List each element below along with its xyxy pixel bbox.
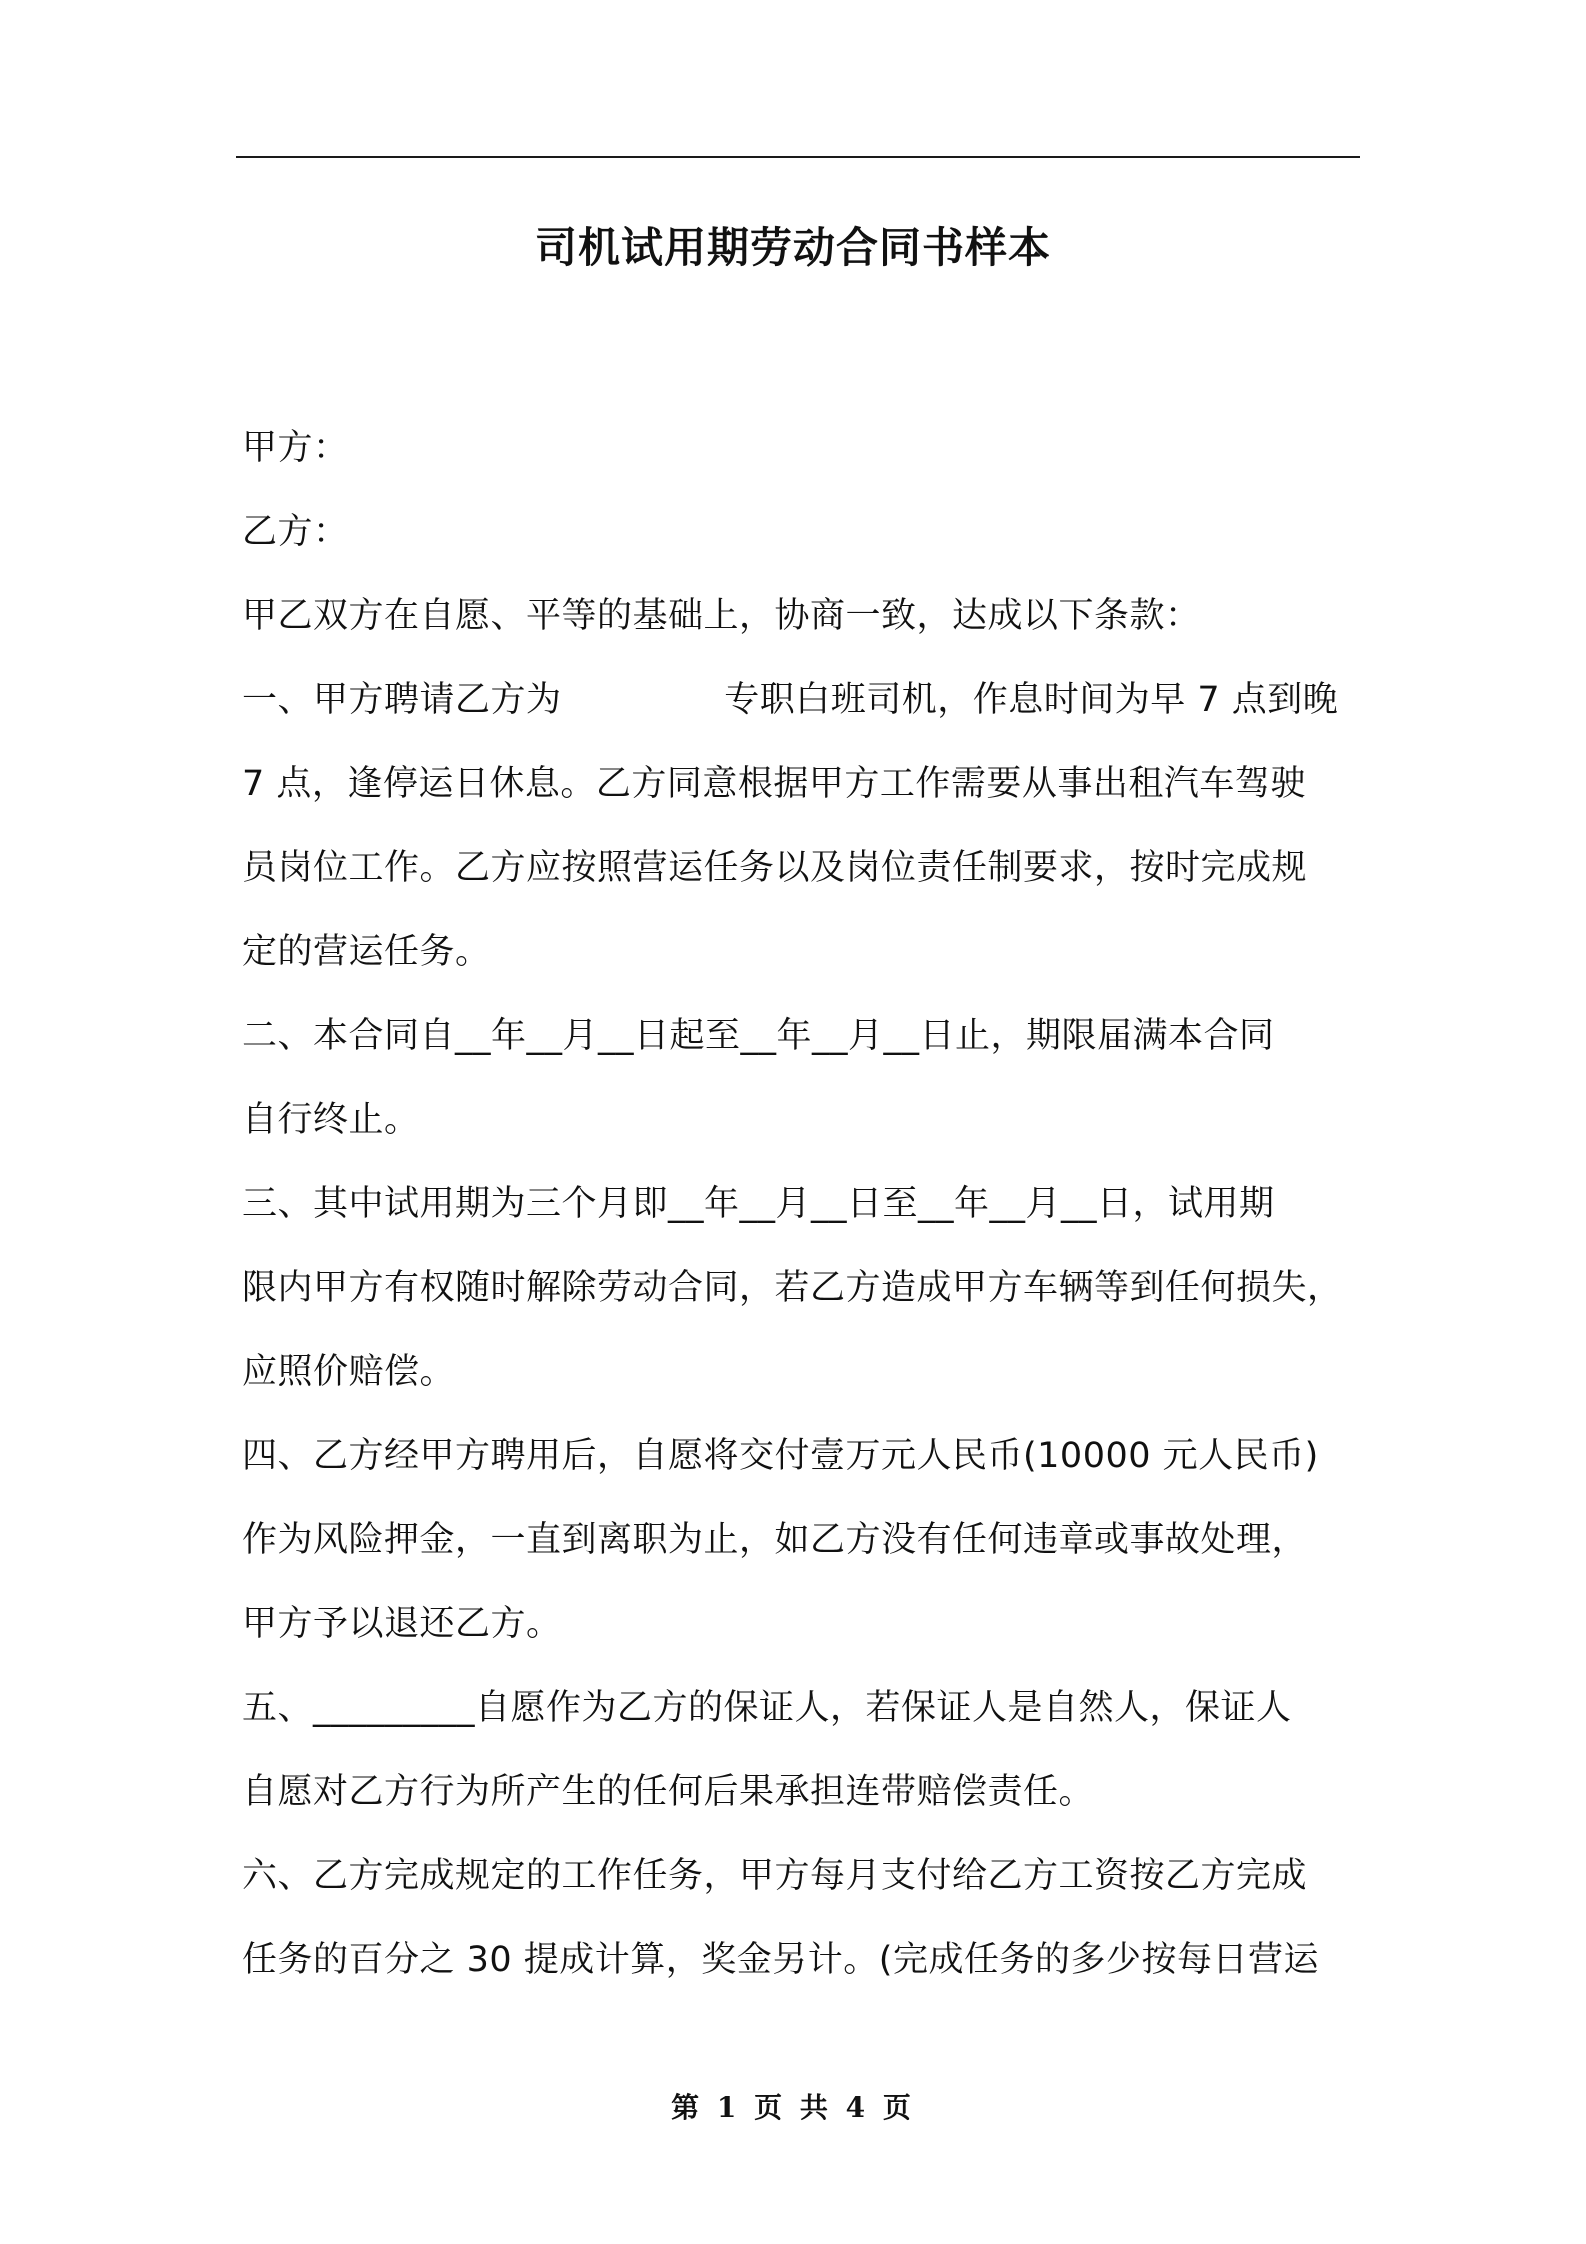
header-rule	[236, 156, 1360, 158]
party-a-line: 甲方：	[242, 428, 349, 468]
clause-4-line-2: 作为风险押金，一直到离职为止，如乙方没有任何违章或事故处理，	[242, 1520, 1308, 1560]
clause-4-line-1: 四、乙方经甲方聘用后，自愿将交付壹万元人民币(10000 元人民币)	[242, 1436, 1319, 1476]
clause-1-line-2: 7 点，逢停运日休息。乙方同意根据甲方工作需要从事出租汽车驾驶	[242, 764, 1306, 804]
clause-4-line-3: 甲方予以退还乙方。	[242, 1604, 562, 1644]
clause-1-line-3: 员岗位工作。乙方应按照营运任务以及岗位责任制要求，按时完成规	[242, 848, 1308, 888]
clause-6-line-1: 六、乙方完成规定的工作任务，甲方每月支付给乙方工资按乙方完成	[242, 1856, 1308, 1896]
document-title: 司机试用期劳动合同书样本	[534, 223, 1051, 272]
document-body	[242, 406, 1372, 2002]
clause-3-line-2: 限内甲方有权随时解除劳动合同，若乙方造成甲方车辆等到任何损失，	[242, 1268, 1343, 1308]
clause-5-line-2: 自愿对乙方行为所产生的任何后果承担连带赔偿责任。	[242, 1772, 1095, 1812]
clause-2-line-1: 二、本合同自__年__月__日起至__年__月__日止，期限届满本合同	[242, 1016, 1275, 1056]
clause-3-line-1: 三、其中试用期为三个月即__年__月__日至__年__月__日，试用期	[242, 1184, 1275, 1224]
page-footer: 第 1 页 共 4 页	[671, 2091, 915, 2124]
clause-1-line-1: 一、甲方聘请乙方为 专职白班司机，作息时间为早 7 点到晚	[242, 680, 1339, 720]
clause-1-line-4: 定的营运任务。	[242, 932, 491, 972]
clause-3-line-3: 应照价赔偿。	[242, 1352, 456, 1392]
party-b-line: 乙方：	[242, 512, 349, 552]
clause-2-line-2: 自行终止。	[242, 1100, 420, 1140]
clause-5-line-1: 五、_________自愿作为乙方的保证人，若保证人是自然人，保证人	[242, 1688, 1292, 1728]
preamble-line: 甲乙双方在自愿、平等的基础上，协商一致，达成以下条款：	[242, 596, 1201, 636]
clause-6-line-2: 任务的百分之 30 提成计算，奖金另计。(完成任务的多少按每日营运	[242, 1940, 1319, 1980]
